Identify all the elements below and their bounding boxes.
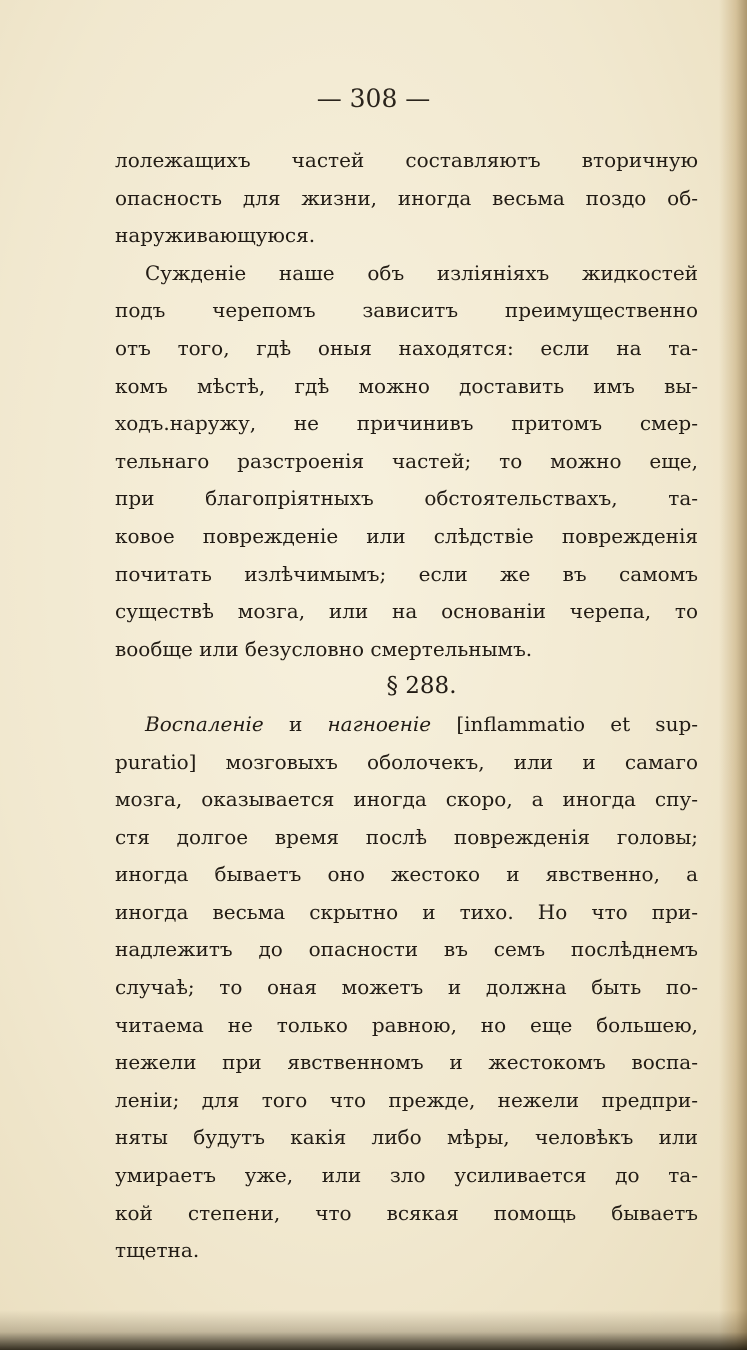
text-line: няты будутъ какія либо мѣры, человѣкъ или [115, 1125, 698, 1150]
text-line: комъ мѣстѣ, гдѣ можно доставить имъ вы- [115, 373, 698, 398]
text-line: опасность для жизни, иногда весьма поздо об- [115, 185, 698, 210]
text-line: наруживающуюся. [115, 223, 316, 248]
text-line: иногда весьма скрытно и тихо. Но что при- [115, 899, 698, 924]
text-line: тельнаго разстроенія частей; то можно еще, [115, 448, 698, 473]
text-line: мозга, оказывается иногда скоро, а иногда спу- [115, 787, 698, 812]
italic-term: нагноеніе [327, 711, 432, 736]
text-line: читаема не только равною, но еще большею, [115, 1012, 698, 1037]
page-edge-shadow [719, 0, 747, 1350]
text-line: надлежитъ до опасности въ семъ послѣднемъ [115, 937, 698, 962]
text-line: Сужденіе наше объ изліяніяхъ жидкостей [145, 260, 698, 285]
text-line: существѣ мозга, или на основаніи черепа, то [115, 599, 698, 624]
text-line: ковое поврежденіе или слѣдствіе поврежденія [115, 523, 698, 548]
text-line: леніи; для того что прежде, нежели предпри- [115, 1087, 698, 1112]
text-line: лолежащихъ частей составляютъ вторичную [115, 148, 698, 172]
page-bottom-shadow [0, 1310, 747, 1350]
text-line: умираетъ уже, или зло усиливается до та- [115, 1163, 698, 1188]
page-number: — 308 — [316, 84, 431, 113]
latin-term: [inflammatio et sup- [456, 711, 699, 736]
text-line: стя долгое время послѣ поврежденія головы; [115, 824, 698, 849]
text-line: puratio] мозговыхъ оболочекъ, или и самаго [115, 749, 698, 774]
text-line: почитать излѣчимымъ; если же въ самомъ [115, 561, 698, 586]
text-line [115, 706, 698, 744]
text-line: подъ черепомъ зависитъ преимущественно [115, 298, 698, 323]
text-line: отъ того, гдѣ оныя находятся: если на та- [115, 335, 698, 360]
text-line: ходъ.наружу, не причинивъ притомъ смер- [115, 411, 698, 436]
text-line: иногда бываетъ оно жестоко и явственно, а [115, 862, 698, 887]
text-line: тщетна. [115, 1238, 200, 1263]
text-line: случаѣ; то оная можетъ и должна быть по- [115, 975, 698, 1000]
section-heading: § 288. [386, 673, 457, 700]
text-line: кой степени, что всякая помощь бываетъ [115, 1200, 698, 1225]
conjunction: и [288, 711, 303, 736]
text-line: нежели при явственномъ и жестокомъ воспа- [115, 1050, 698, 1075]
italic-term: Воспаленіе [145, 711, 264, 736]
text-line: при благопріятныхъ обстоятельствахъ, та- [115, 486, 698, 511]
text-line: вообще или безусловно смертельнымъ. [115, 636, 533, 661]
body-text [115, 142, 698, 1270]
